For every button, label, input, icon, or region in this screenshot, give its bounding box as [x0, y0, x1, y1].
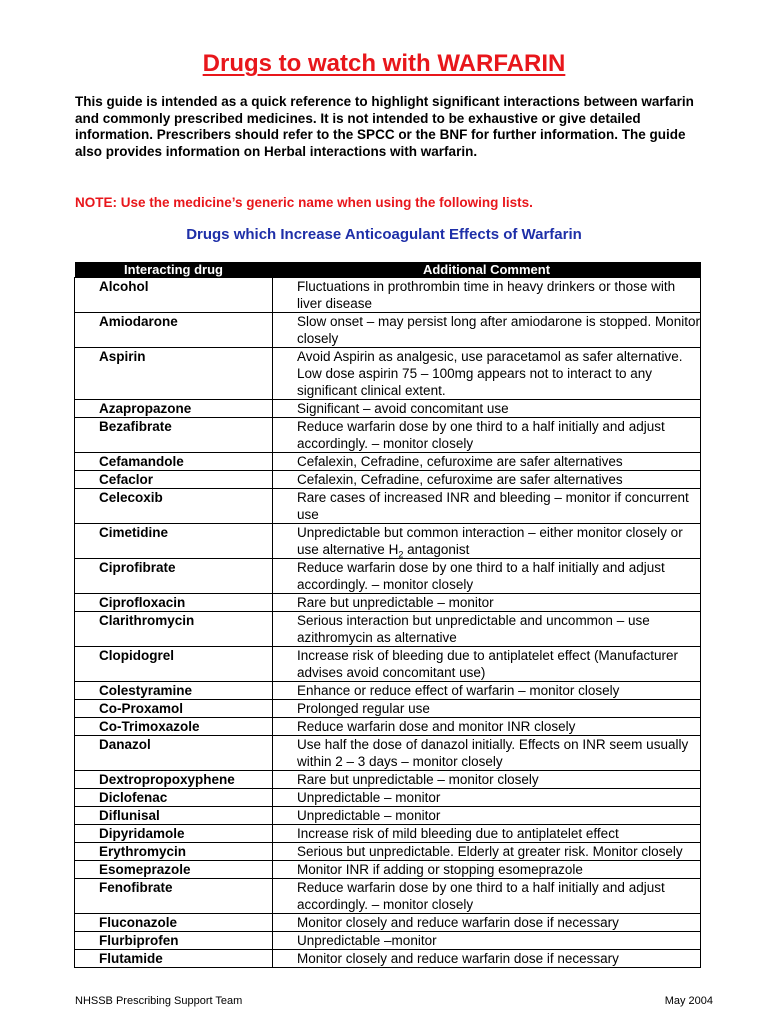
table-row	[75, 348, 701, 400]
drug-comment: Increase risk of mild bleeding due to antiplatelet effect	[273, 825, 701, 843]
drug-name: Flutamide	[75, 950, 273, 968]
table-row	[75, 612, 701, 647]
drug-name: Co-Trimoxazole	[75, 718, 273, 736]
drug-comment: Rare cases of increased INR and bleeding – monitor if concurrent use	[273, 489, 701, 524]
drug-name: Azapropazone	[75, 400, 273, 418]
drug-comment: Fluctuations in prothrombin time in heavy drinkers or those with liver disease	[273, 278, 701, 313]
drug-name: Bezafibrate	[75, 418, 273, 453]
drug-name: Diclofenac	[75, 789, 273, 807]
drug-name: Danazol	[75, 736, 273, 771]
table-row	[75, 471, 701, 489]
drug-name: Celecoxib	[75, 489, 273, 524]
table-row	[75, 700, 701, 718]
table-row	[75, 789, 701, 807]
table-row	[75, 879, 701, 914]
interactions-table	[74, 262, 701, 968]
drug-comment: Unpredictable – monitor	[273, 807, 701, 825]
drug-comment: Cefalexin, Cefradine, cefuroxime are safer alternatives	[273, 453, 701, 471]
drug-name: Alcohol	[75, 278, 273, 313]
drug-name: Dipyridamole	[75, 825, 273, 843]
section-subtitle: Drugs which Increase Anticoagulant Effects of Warfarin	[186, 226, 582, 243]
drug-comment: Monitor closely and reduce warfarin dose if necessary	[273, 950, 701, 968]
table-row	[75, 559, 701, 594]
drug-name: Colestyramine	[75, 682, 273, 700]
drug-comment: Monitor closely and reduce warfarin dose if necessary	[273, 914, 701, 932]
table-row	[75, 843, 701, 861]
drug-comment: Use half the dose of danazol initially. Effects on INR seem usually within 2 – 3 days – monitor closely	[273, 736, 701, 771]
drug-comment: Significant – avoid concomitant use	[273, 400, 701, 418]
table-row	[75, 718, 701, 736]
drug-comment: Reduce warfarin dose and monitor INR closely	[273, 718, 701, 736]
table-row	[75, 594, 701, 612]
table-row	[75, 950, 701, 968]
footer-team: NHSSB Prescribing Support Team	[75, 995, 243, 1007]
drug-comment: Monitor INR if adding or stopping esomeprazole	[273, 861, 701, 879]
drug-name: Aspirin	[75, 348, 273, 400]
table-row	[75, 400, 701, 418]
table-row	[75, 313, 701, 348]
drug-comment: Cefalexin, Cefradine, cefuroxime are safer alternatives	[273, 471, 701, 489]
drug-name: Ciprofloxacin	[75, 594, 273, 612]
column-header-comment: Additional Comment	[273, 262, 701, 278]
drug-comment: Avoid Aspirin as analgesic, use paracetamol as safer alternative. Low dose aspirin 75 – 100mg appears not to interact to any significant clinical extent.	[273, 348, 701, 400]
drug-name: Dextropropoxyphene	[75, 771, 273, 789]
drug-comment: Serious interaction but unpredictable and uncommon – use azithromycin as alternative	[273, 612, 701, 647]
table-row	[75, 825, 701, 843]
intro-paragraph: This guide is intended as a quick reference to highlight significant interactions between warfarin and commonly prescribed medicines. It is not intended to be exhaustive or give detailed information. Prescribers should refer to the SPCC or the BNF for further information. The guide also provides information on Herbal interactions with warfarin.	[75, 94, 694, 159]
table-row	[75, 771, 701, 789]
drug-name: Flurbiprofen	[75, 932, 273, 950]
note-text: NOTE: Use the medicine’s generic name when using the following lists.	[75, 195, 533, 210]
drug-comment: Unpredictable –monitor	[273, 932, 701, 950]
drug-comment: Reduce warfarin dose by one third to a half initially and adjust accordingly. – monitor closely	[273, 418, 701, 453]
table-row	[75, 278, 701, 313]
drug-comment: Rare but unpredictable – monitor closely	[273, 771, 701, 789]
drug-name: Erythromycin	[75, 843, 273, 861]
drug-comment: Increase risk of bleeding due to antiplatelet effect (Manufacturer advises avoid concomitant use)	[273, 647, 701, 682]
column-header-drug: Interacting drug	[75, 262, 273, 278]
drug-name: Esomeprazole	[75, 861, 273, 879]
drug-name: Clopidogrel	[75, 647, 273, 682]
table-row	[75, 914, 701, 932]
drug-comment: Unpredictable but common interaction – either monitor closely or use alternative $H_2$ antagonist	[273, 524, 701, 559]
drug-name: Fenofibrate	[75, 879, 273, 914]
table-row	[75, 682, 701, 700]
page-title: Drugs to watch with WARFARIN	[202, 50, 566, 77]
drug-name: Clarithromycin	[75, 612, 273, 647]
footer-date: May 2004	[664, 995, 713, 1007]
table-row	[75, 736, 701, 771]
table-header-row	[75, 262, 701, 278]
drug-comment: Rare but unpredictable – monitor	[273, 594, 701, 612]
drug-name: Co-Proxamol	[75, 700, 273, 718]
drug-comment: Unpredictable – monitor	[273, 789, 701, 807]
drug-comment: Slow onset – may persist long after amiodarone is stopped. Monitor closely	[273, 313, 701, 348]
table-row	[75, 807, 701, 825]
drug-comment: Serious but unpredictable. Elderly at greater risk. Monitor closely	[273, 843, 701, 861]
drug-name: Diflunisal	[75, 807, 273, 825]
drug-comment: Enhance or reduce effect of warfarin – monitor closely	[273, 682, 701, 700]
drug-comment: Reduce warfarin dose by one third to a half initially and adjust accordingly. – monitor closely	[273, 559, 701, 594]
drug-name: Fluconazole	[75, 914, 273, 932]
table-row	[75, 453, 701, 471]
drug-comment: Prolonged regular use	[273, 700, 701, 718]
drug-name: Cimetidine	[75, 524, 273, 559]
drug-comment: Reduce warfarin dose by one third to a half initially and adjust accordingly. – monitor closely	[273, 879, 701, 914]
table-row	[75, 932, 701, 950]
table-row	[75, 524, 701, 559]
drug-name: Cefamandole	[75, 453, 273, 471]
table-row	[75, 418, 701, 453]
table-row	[75, 489, 701, 524]
table-row	[75, 861, 701, 879]
drug-name: Ciprofibrate	[75, 559, 273, 594]
drug-name: Amiodarone	[75, 313, 273, 348]
table-row	[75, 647, 701, 682]
drug-name: Cefaclor	[75, 471, 273, 489]
